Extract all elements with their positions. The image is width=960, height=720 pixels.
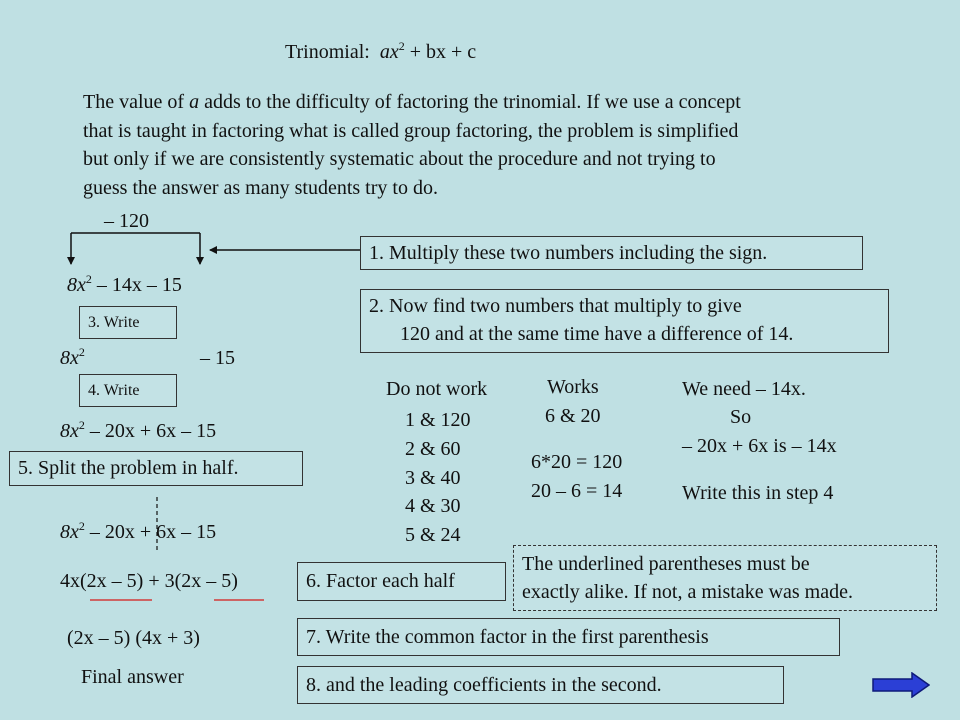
works-calc-product: 6*20 = 120 [531,451,623,473]
need-line-1: We need – 14x. [682,378,806,400]
equation-4: $8x^2 - 20x + 6x - 15$ [60,519,217,543]
step1-box: 1. Multiply these two numbers including the sign. [360,236,863,270]
step2-box: 2. Now find two numbers that multiply to give 120 and at the same time have a difference of 14. [360,289,889,353]
right-arrow-icon [872,672,930,698]
equation-2-constant: – 15 [200,347,235,369]
step5-split-box: 5. Split the problem in half. [9,451,303,486]
need-line-4: Write this in step 4 [682,482,834,504]
equation-1: $8x^2 - 14x - 15$ [67,272,182,296]
need-line-3: – 20x + 6x is – 14x [682,435,837,457]
pair-item: 2 & 60 [405,437,461,460]
step7-box: 7. Write the common factor in the first parenthesis [297,618,840,656]
intro-paragraph: The value of a adds to the difficulty of factoring the trinomial. If we use a concept that is taught in factoring what is called group factoring, the problem is simplified but only if we are consistently systematic about the procedure and not trying to guess the answer as many students try to do. [83,91,741,199]
product-value: – 120 [104,210,149,232]
title: Trinomial: $ax^2$ + bx + c [285,39,477,63]
final-answer-expression: (2x – 5) (4x + 3) [67,627,200,649]
factored-expression: 4x(2x – 5) + 3(2x – 5) [60,570,238,592]
step8-box: 8. and the leading coefficients in the second. [297,666,784,704]
next-slide-button[interactable] [872,672,930,698]
works-pair: 6 & 20 [545,405,601,427]
note-box: The underlined parentheses must be exactly alike. If not, a mistake was made. [513,545,937,611]
works-header: Works [547,376,599,398]
works-calc-difference: 20 – 6 = 14 [531,480,623,502]
equation-2: $8x^2$ [60,345,85,369]
pair-item: 5 & 24 [405,524,461,547]
pair-item: 4 & 30 [405,495,461,518]
pair-item: 1 & 120 [405,409,471,431]
equation-3: $8x^2 - 20x + 6x - 15$ [60,418,217,442]
step4-write-box: 4. Write [79,374,177,407]
step6-box: 6. Factor each half [297,562,506,601]
final-answer-label: Final answer [81,666,184,688]
step3-write-box: 3. Write [79,306,177,339]
need-line-2: So [730,406,752,428]
do-not-work-header: Do not work [386,378,488,400]
pair-item: 3 & 40 [405,466,461,489]
